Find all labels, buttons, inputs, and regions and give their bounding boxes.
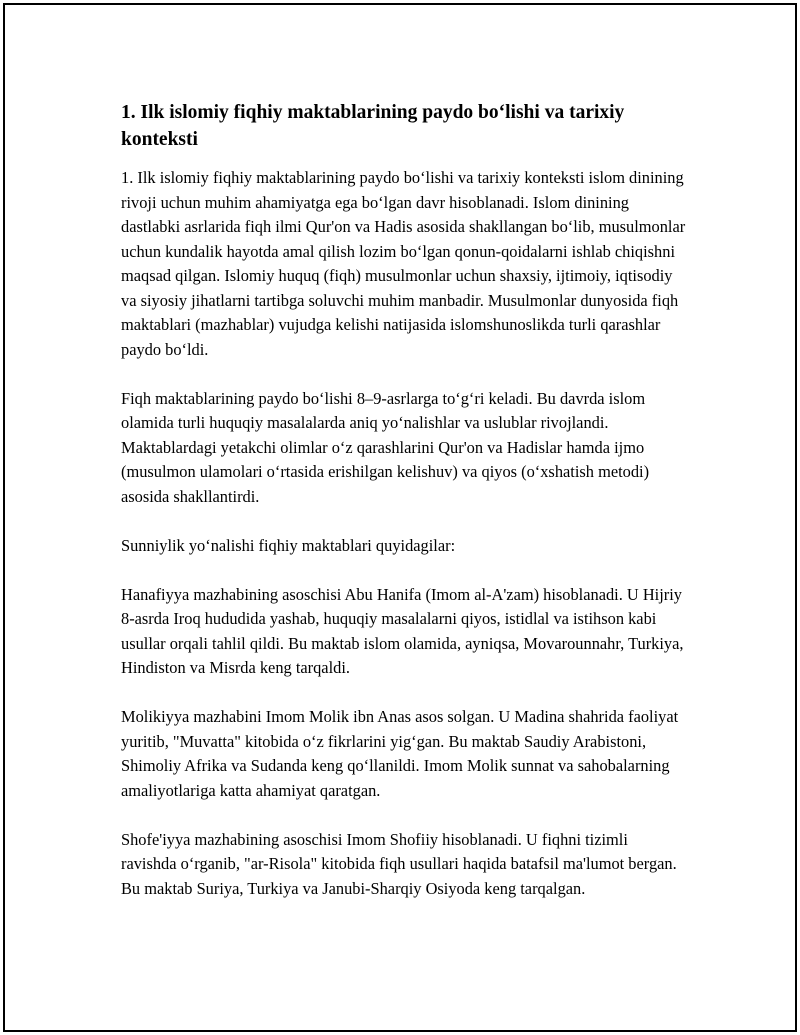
- document-body: [121, 99, 687, 926]
- paragraph-shafii: Shofe'iyya mazhabining asoschisi Imom Shofiiy hisoblanadi. U fiqhni tizimli ravishda o‘rganib, "ar-Risola" kitobida fiqh usullari haqida batafsil ma'lumot bergan. Bu maktab Suriya, Turkiya va Janubi-Sharqiy Osiyoda keng tarqalgan.: [121, 829, 677, 898]
- page-frame: [3, 3, 797, 1032]
- paragraph-origins: Fiqh maktablarining paydo bo‘lishi 8–9-asrlarga to‘g‘ri keladi. Bu davrda islom olamida turli huquqiy masalalarda aniq yo‘nalishlar va uslublar rivojlandi. Maktablardagi yetakchi olimlar o‘z qarashlarini Qur'on va Hadislar hamda ijmo (musulmon ulamolari o‘rtasida erishilgan kelishuv) va qiyos (o‘xshatish metodi) asosida shakllantirdi.: [121, 388, 650, 506]
- document-heading: 1. Ilk islomiy fiqhiy maktablarining paydo bo‘lishi va tarixiy konteksti: [121, 102, 625, 150]
- paragraph-intro: 1. Ilk islomiy fiqhiy maktablarining paydo bo‘lishi va tarixiy konteksti islom dinining rivoji uchun muhim ahamiyatga ega bo‘lgan davr hisoblanadi. Islom dinining dastlabki asrlarida fiqh ilmi Qur'on va Hadis asosida shakllangan bo‘lib, musulmonlar uchun kundalik hayotda amal qilish lozim bo‘lgan qonun-qoidalarni ishlab chiqishni maqsad qilgan. Islomiy huquq (fiqh) musulmonlar uchun shaxsiy, ijtimoiy, iqtisodiy va siyosiy jihatlarni tartibga soluvchi muhim manbadir. Musulmonlar dunyosida fiqh maktablari (mazhablar) vujudga kelishi natijasida islomshunoslikda turli qarashlar paydo bo‘ldi.: [121, 168, 686, 359]
- paragraph-hanafi: Hanafiyya mazhabining asoschisi Abu Hanifa (Imom al-A'zam) hisoblanadi. U Hijriy 8-asrda Iroq hududida yashab, huquqiy masalalarni qiyos, istidlal va istihson kabi usullar orqali tahlil qildi. Bu maktab islom olamida, ayniqsa, Movarounnahr, Turkiya, Hindiston va Misrda keng tarqaldi.: [121, 584, 684, 677]
- paragraph-maliki: Molikiyya mazhabini Imom Molik ibn Anas asos solgan. U Madina shahrida faoliyat yuritib, "Muvatta" kitobida o‘z fikrlarini yig‘gan. Bu maktab Saudiy Arabistoni, Shimoliy Afrika va Sudanda keng qo‘llanildi. Imom Molik sunnat va sahobalarning amaliyotlariga katta ahamiyat qaratgan.: [121, 707, 679, 800]
- paragraph-sunni-schools-intro: Sunniylik yo‘nalishi fiqhiy maktablari quyidagilar:: [121, 535, 456, 555]
